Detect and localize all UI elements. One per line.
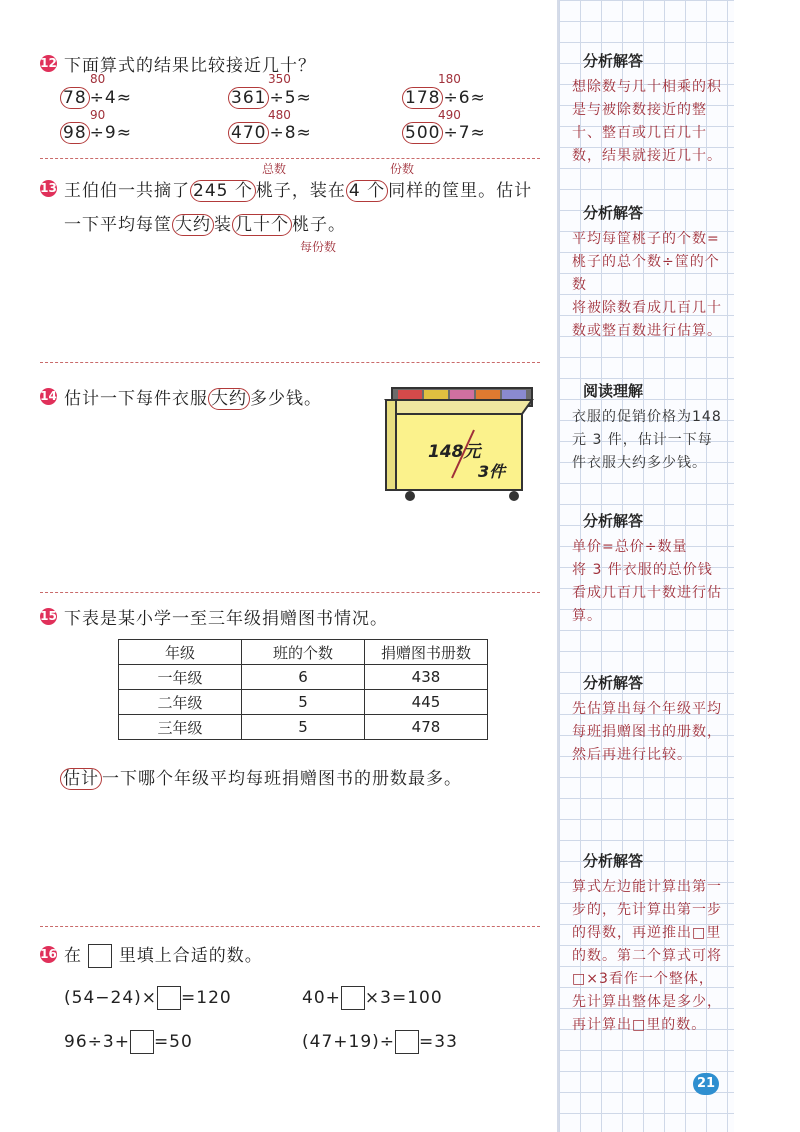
blank-box-icon <box>88 944 112 968</box>
q16-equation-3: 96÷3+ =50 <box>64 1032 193 1052</box>
table-cell: 三年级 <box>119 715 242 740</box>
sidebar-body-1: 想除数与几十相乘的积是与被除数接近的整十、整百或几百几十数，结果就接近几十。 <box>572 79 722 164</box>
q15-prompt: 下表是某小学一至三年级捐赠图书情况。 <box>64 609 388 629</box>
q12-expression-2: 361 ÷5≈ <box>228 88 312 108</box>
sidebar-heading-3: 阅读理解 <box>583 382 644 400</box>
section-divider <box>40 926 540 927</box>
q12-hint-1: 80 <box>90 72 106 86</box>
q15-question: 估计 一下哪个年级平均每班捐赠图书的册数最多。 <box>60 764 462 789</box>
q16-equation-2: 40+ ×3=100 <box>302 988 443 1008</box>
sidebar-heading-5: 分析解答 <box>583 674 644 692</box>
table-cell: 445 <box>365 690 488 715</box>
answer-box[interactable] <box>395 1030 419 1054</box>
question-number-14: 14 <box>40 389 57 403</box>
q12-hint-2: 350 <box>268 72 291 86</box>
q12-expression-1: 78 ÷4≈ <box>60 88 132 108</box>
question-number-13: 13 <box>40 181 57 195</box>
price-tag-price: 148元 <box>428 442 481 462</box>
q16-equation-1: (54−24)× =120 <box>64 988 232 1008</box>
price-tag-quantity: 3件 <box>478 462 506 481</box>
section-divider <box>40 362 540 363</box>
table-cell: 6 <box>242 665 365 690</box>
table-cell: 478 <box>365 715 488 740</box>
q13-line-2: 一下平均每筐 大约 装 几十个 桃子。 <box>64 215 346 235</box>
answer-box[interactable] <box>157 986 181 1010</box>
sidebar-heading-4: 分析解答 <box>583 512 644 530</box>
q14-prompt: 估计一下每件衣服 大约 多少钱。 <box>64 389 322 409</box>
q13-line-1: 王伯伯一共摘了 245 个 桃子，装在 4 个 同样的筐里。估计 <box>64 181 533 201</box>
question-number-12: 12 <box>40 56 57 70</box>
answer-box[interactable] <box>341 986 365 1010</box>
q13-hint-parts: 份数 <box>390 162 415 176</box>
table-cell: 一年级 <box>119 665 242 690</box>
table-header: 年级 <box>119 640 242 665</box>
q13-hint-each: 每份数 <box>300 240 337 254</box>
q12-expression-3: 178 ÷6≈ <box>402 88 486 108</box>
sidebar-heading-2: 分析解答 <box>583 204 644 222</box>
sidebar-heading-6: 分析解答 <box>583 852 644 870</box>
sidebar-body-4: 单价=总价÷数量 将 3 件衣服的总价钱看成几百几十数进行估算。 <box>572 539 722 624</box>
q13-hint-total: 总数 <box>262 162 287 176</box>
sidebar-body-3: 衣服的促销价格为148 元 3 件，估计一下每件衣服大约多少钱。 <box>572 409 722 471</box>
section-divider <box>40 158 540 159</box>
donation-table <box>118 639 488 740</box>
q12-hint-4: 90 <box>90 108 106 122</box>
sidebar-body-2: 平均每筐桃子的个数=桃子的总个数÷筐的个数 将被除数看成几百几十数或整百数进行估算。 <box>572 231 722 339</box>
question-number-16: 16 <box>40 947 57 961</box>
answer-box[interactable] <box>130 1030 154 1054</box>
sidebar-body-5: 先估算出每个年级平均每班捐赠图书的册数，然后再进行比较。 <box>572 701 722 763</box>
table-row <box>119 715 488 740</box>
q12-prompt: 下面算式的结果比较接近几十？ <box>64 56 316 76</box>
sidebar-heading-1: 分析解答 <box>583 52 644 70</box>
q16-equation-4: (47+19)÷ =33 <box>302 1032 458 1052</box>
table-cell: 438 <box>365 665 488 690</box>
q12-hint-5: 480 <box>268 108 291 122</box>
table-cell: 5 <box>242 715 365 740</box>
table-cell: 二年级 <box>119 690 242 715</box>
page-number: 21 <box>693 1073 719 1095</box>
table-header: 班的个数 <box>242 640 365 665</box>
question-number-15: 15 <box>40 609 57 623</box>
sidebar-body-6: 算式左边能计算出第一步的，先计算出第一步的得数，再逆推出□里的数。第二个算式可将□×3看作一个整体，先计算出整体是多少，再计算出□里的数。 <box>572 879 722 1033</box>
q16-prompt: 在 里填上合适的数。 <box>64 946 263 966</box>
table-row <box>119 690 488 715</box>
q12-expression-5: 470 ÷8≈ <box>228 123 312 143</box>
q12-expression-6: 500 ÷7≈ <box>402 123 486 143</box>
table-header: 捐赠图书册数 <box>365 640 488 665</box>
table-row <box>119 665 488 690</box>
section-divider <box>40 592 540 593</box>
q12-hint-3: 180 <box>438 72 461 86</box>
table-cell: 5 <box>242 690 365 715</box>
q12-hint-6: 490 <box>438 108 461 122</box>
q12-expression-4: 98 ÷9≈ <box>60 123 132 143</box>
table-header-row <box>119 640 488 665</box>
